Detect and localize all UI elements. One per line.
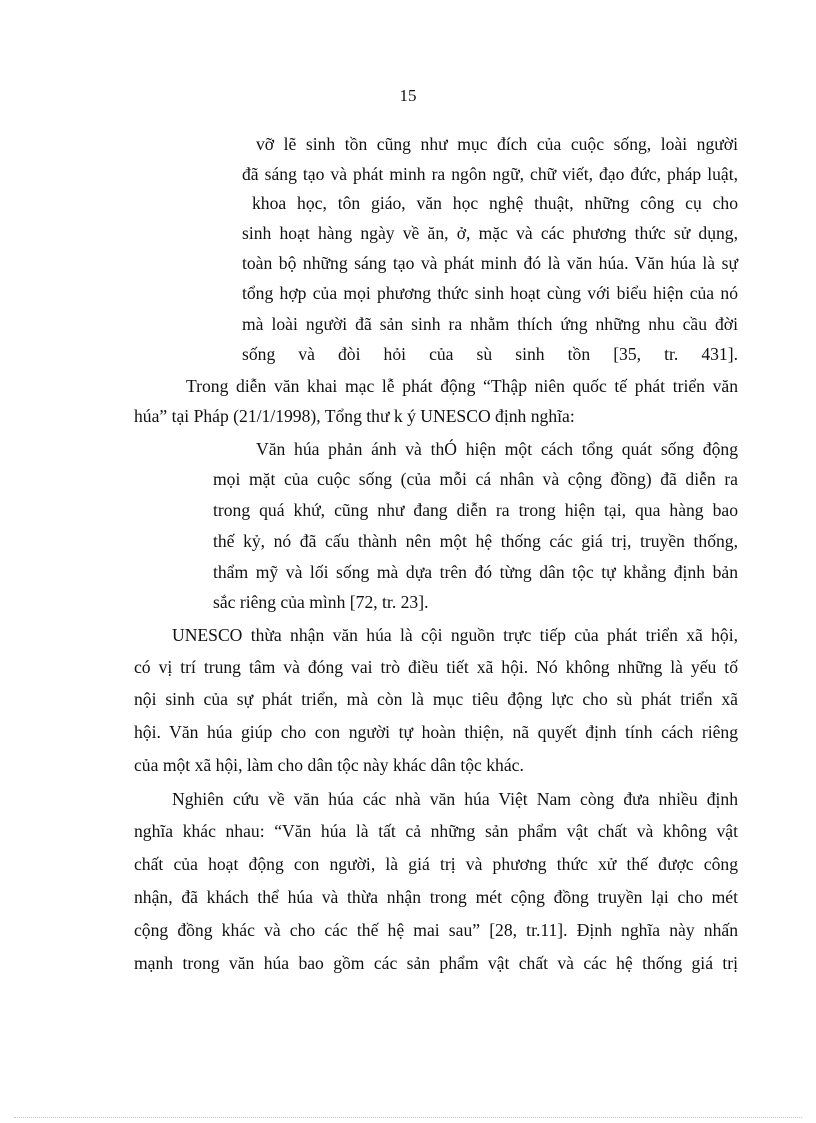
- quote1-line-2: đã sáng tạo và phát minh ra ngôn ngữ, chữ viết, đạo đức, pháp luật,: [242, 164, 738, 184]
- quote1-line-6: tổng hợp của mọi phương thức sinh hoạt cùng với biểu hiện của nó: [242, 283, 738, 303]
- quote2-line-4: thế kỷ, nó đã cấu thành nên một hệ thống các giá trị, truyền thống,: [213, 531, 738, 551]
- quote2-line-5: thẩm mỹ và lối sống mà dựa trên đó từng dân tộc tự khẳng định bản: [213, 562, 738, 582]
- paragraph1-line-3: nội sinh của sự phát triển, mà còn là mục tiêu động lực cho sù phát triển xã: [134, 689, 738, 709]
- intro-line-1: Trong diễn văn khai mạc lễ phát động “Thập niên quốc tế phát triển văn: [186, 376, 738, 396]
- paragraph2-line-2: nghĩa khác nhau: “Văn húa là tất cả những sản phẩm vật chất và không vật: [134, 821, 738, 841]
- paragraph2-line-1: Nghiên cứu về văn húa các nhà văn húa Việt Nam còng đưa nhiều định: [172, 789, 738, 809]
- quote1-line-8: sống và đòi hỏi của sù sinh tồn [35, tr. 431].: [242, 344, 738, 364]
- page-number: 15: [399, 86, 417, 105]
- intro-line-2: húa” tại Pháp (21/1/1998), Tổng thư k ý UNESCO định nghĩa:: [134, 406, 575, 426]
- quote2-line-3: trong quá khứ, cũng như đang diễn ra trong hiện tại, qua hàng bao: [213, 500, 738, 520]
- paragraph1-line-1: UNESCO thừa nhận văn húa là cội nguồn trực tiếp của phát triển xã hội,: [172, 625, 738, 645]
- quote1-line-7: mà loài người đã sản sinh ra nhằm thích ứng những nhu cầu đời: [242, 314, 738, 334]
- quote1-line-3: khoa học, tôn giáo, văn học nghệ thuật, những công cụ cho: [252, 193, 738, 213]
- quote2-line-6: sắc riêng của mình [72, tr. 23].: [213, 592, 429, 612]
- quote1-line-1: vỡ lẽ sinh tồn cũng như mục đích của cuộc sống, loài người: [256, 134, 738, 154]
- quote1-line-4: sinh hoạt hàng ngày về ăn, ở, mặc và các phương thức sử dụng,: [242, 223, 738, 243]
- paragraph1-line-2: có vị trí trung tâm và đóng vai trò điều tiết xã hội. Nó không những là yếu tố: [134, 657, 738, 677]
- quote2-line-1: Văn húa phản ánh và thÓ hiện một cách tổng quát sống động: [256, 439, 738, 459]
- paragraph2-line-6: mạnh trong văn húa bao gồm các sản phẩm vật chất và các hệ thống giá trị: [134, 953, 738, 973]
- paragraph1-line-4: hội. Văn húa giúp cho con người tự hoàn thiện, nã quyết định tính cách riêng: [134, 722, 738, 742]
- quote1-line-5: toàn bộ những sáng tạo và phát minh đó là văn húa. Văn húa là sự: [242, 253, 738, 273]
- paragraph2-line-4: nhận, đã khách thể húa và thừa nhận trong mét cộng đồng truyền lại cho mét: [134, 887, 738, 907]
- footer-divider: [14, 1117, 802, 1118]
- paragraph2-line-5: cộng đồng khác và cho các thế hệ mai sau” [28, tr.11]. Định nghĩa này nhấn: [134, 920, 738, 940]
- paragraph1-line-5: của một xã hội, làm cho dân tộc này khác dân tộc khác.: [134, 755, 524, 775]
- paragraph2-line-3: chất của hoạt động con người, là giá trị và phương thức xử thế được công: [134, 854, 738, 874]
- quote2-line-2: mọi mặt của cuộc sống (của mỗi cá nhân và cộng đồng) đã diễn ra: [213, 469, 738, 489]
